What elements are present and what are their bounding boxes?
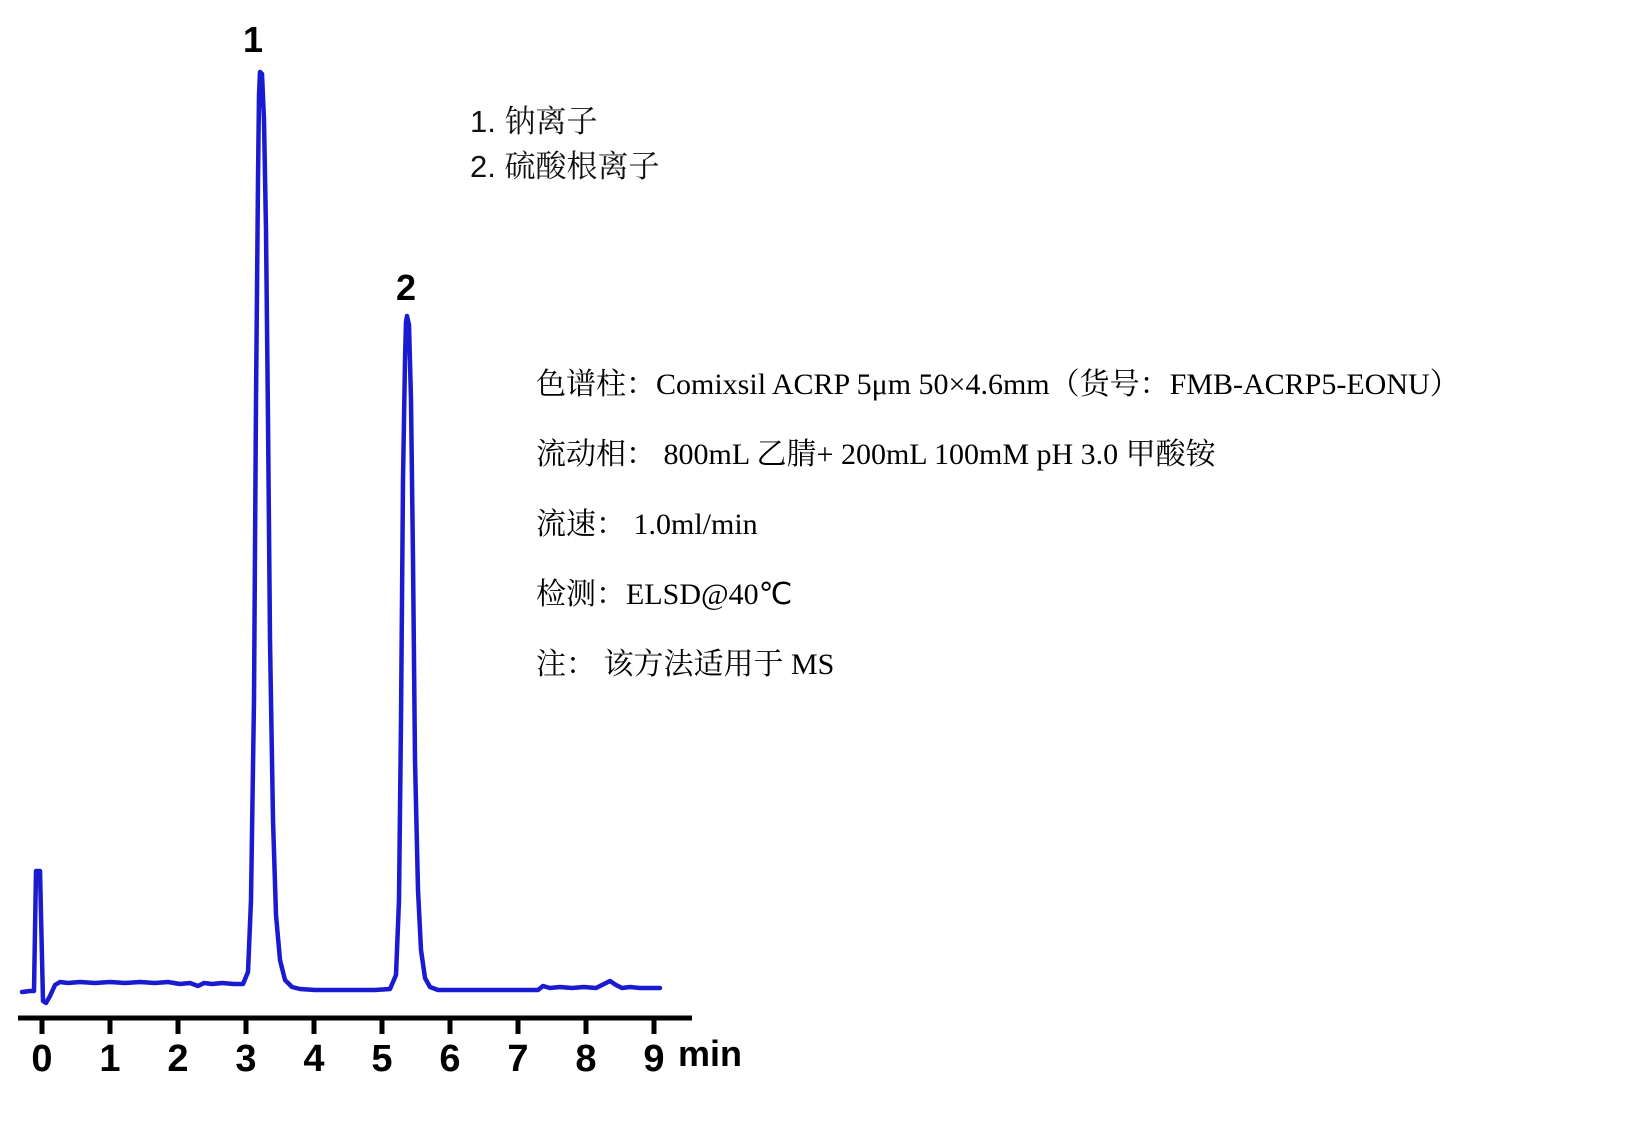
x-tick-label-0: 0 <box>31 1038 53 1080</box>
condition-detection: 检测：ELSD@40℃ <box>536 578 793 611</box>
x-tick-label-3: 3 <box>235 1038 257 1080</box>
x-tick-label-2: 2 <box>167 1038 189 1080</box>
x-axis-unit-label: min <box>678 1033 743 1074</box>
method-conditions <box>536 370 1626 680</box>
condition-note: 注： 该方法适用于 MS <box>536 648 835 681</box>
peak-label-2: 2 <box>396 267 417 308</box>
condition-column: 色谱柱：Comixsil ACRP 5μm 50×4.6mm（货号：FMB-ACRP5-EONU） <box>536 368 1460 401</box>
x-tick-label-1: 1 <box>99 1038 121 1080</box>
legend-item-2: 2. 硫酸根离子 <box>470 148 660 184</box>
x-tick-label-8: 8 <box>575 1038 597 1080</box>
condition-flow-rate: 流速： 1.0ml/min <box>536 508 758 541</box>
x-tick-label-7: 7 <box>507 1038 529 1080</box>
x-tick-label-4: 4 <box>303 1038 325 1080</box>
x-tick-label-9: 9 <box>643 1038 665 1080</box>
x-tick-label-5: 5 <box>371 1038 393 1080</box>
x-tick-label-6: 6 <box>439 1038 461 1080</box>
peak-label-1: 1 <box>243 19 264 60</box>
legend-item-1: 1. 钠离子 <box>470 104 598 139</box>
peak-legend <box>470 100 659 190</box>
condition-mobile-phase: 流动相： 800mL 乙腈+ 200mL 100mM pH 3.0 甲酸铵 <box>536 438 1216 471</box>
